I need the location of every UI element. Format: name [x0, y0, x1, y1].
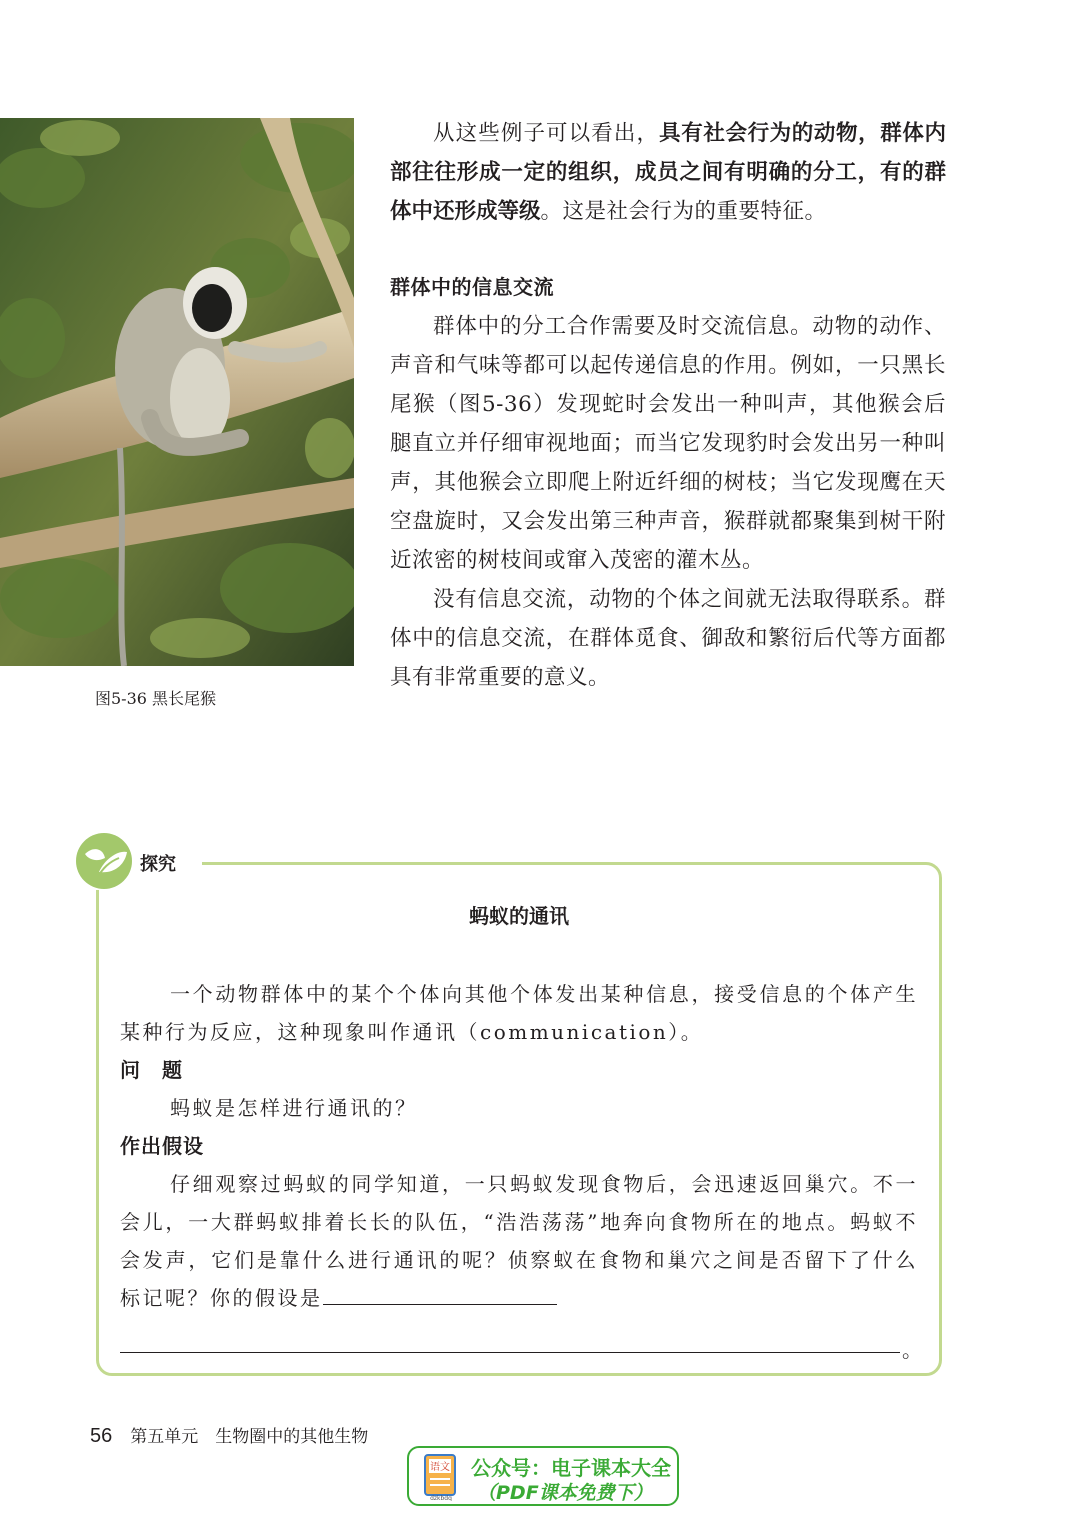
hypothesis-prompt: 仔细观察过蚂蚁的同学知道，一只蚂蚁发现食物后，会迅速返回巢穴。不一会儿，一大群蚂蚁排着长长的队伍，“浩浩荡荡”地奔向食物所在的地点。蚂蚁不会发声，它们是靠什么进行通讯的呢？侦察蚁在食物和巢穴之间是否留下了什么标记呢？你的假设是: [120, 1172, 918, 1310]
watermark-line1: 公众号：电子课本大全: [471, 1456, 671, 1480]
paragraph-social-behavior: [390, 114, 946, 231]
book-icon-text: 语文: [430, 1462, 450, 1473]
paragraph-info-exchange: 群体中的分工合作需要及时交流信息。动物的动作、声音和气味等都可以起传递信息的作用。例如，一只黑长尾猴（图5-36）发现蛇时会发出一种叫声，其他猴会后腿直立并仔细审视地面；而当它发现豹时会发出另一种叫声，其他猴会立即爬上附近纤细的树枝；当它发现鹰在天空盘旋时，又会发出第三种声音，猴群就都聚集到树干附近浓密的树枝间或窜入茂密的灌木丛。: [390, 314, 946, 573]
figure-caption: 图5-36 黑长尾猴: [95, 689, 217, 708]
para1-text: 从这些例子可以看出，: [433, 121, 660, 146]
main-text: [390, 114, 946, 697]
question-text: 蚂蚁是怎样进行通讯的？: [170, 1096, 418, 1120]
end-mark: 。: [902, 1338, 922, 1362]
hypothesis-blank-2[interactable]: [120, 1352, 900, 1353]
section-heading: 群体中的信息交流: [390, 275, 554, 299]
leaf-icon: [75, 832, 133, 890]
hypothesis-heading: 作出假设: [120, 1134, 204, 1158]
explore-intro: 一个动物群体中的某个个体向其他个体发出某种信息，接受信息的个体产生某种行为反应，这种现象叫作通讯（communication）。: [120, 982, 918, 1044]
book-icon-subtext: dzkbdq: [430, 1495, 452, 1501]
book-icon: [423, 1453, 459, 1501]
watermark-line2: （PDF课本免费下）: [477, 1482, 653, 1504]
paragraph-significance: 没有信息交流，动物的个体之间就无法取得联系。群体中的信息交流，在群体觅食、御敌和繁衍后代等方面都具有非常重要的意义。: [390, 587, 946, 690]
page-number: 56: [90, 1425, 113, 1447]
watermark-badge: [407, 1446, 679, 1506]
monkey-photo: [0, 118, 354, 666]
page-footer: [90, 1422, 368, 1448]
explore-label: 探究: [140, 854, 176, 875]
hypothesis-blank-1[interactable]: [323, 1282, 557, 1305]
hypothesis-text: [120, 1165, 918, 1317]
question-heading: 问 题: [120, 1058, 183, 1082]
explore-title: 蚂蚁的通讯: [469, 904, 569, 928]
para1-text-end: 。这是社会行为的重要特征。: [540, 199, 827, 224]
unit-title: 第五单元 生物圈中的其他生物: [130, 1427, 369, 1447]
explore-text: [120, 975, 918, 1317]
para1-bold-text: 具有社会行为的动物，群体内部往往形成一定的组织，成员之间有明确的分工，有的群体中还形成等级: [390, 121, 946, 224]
